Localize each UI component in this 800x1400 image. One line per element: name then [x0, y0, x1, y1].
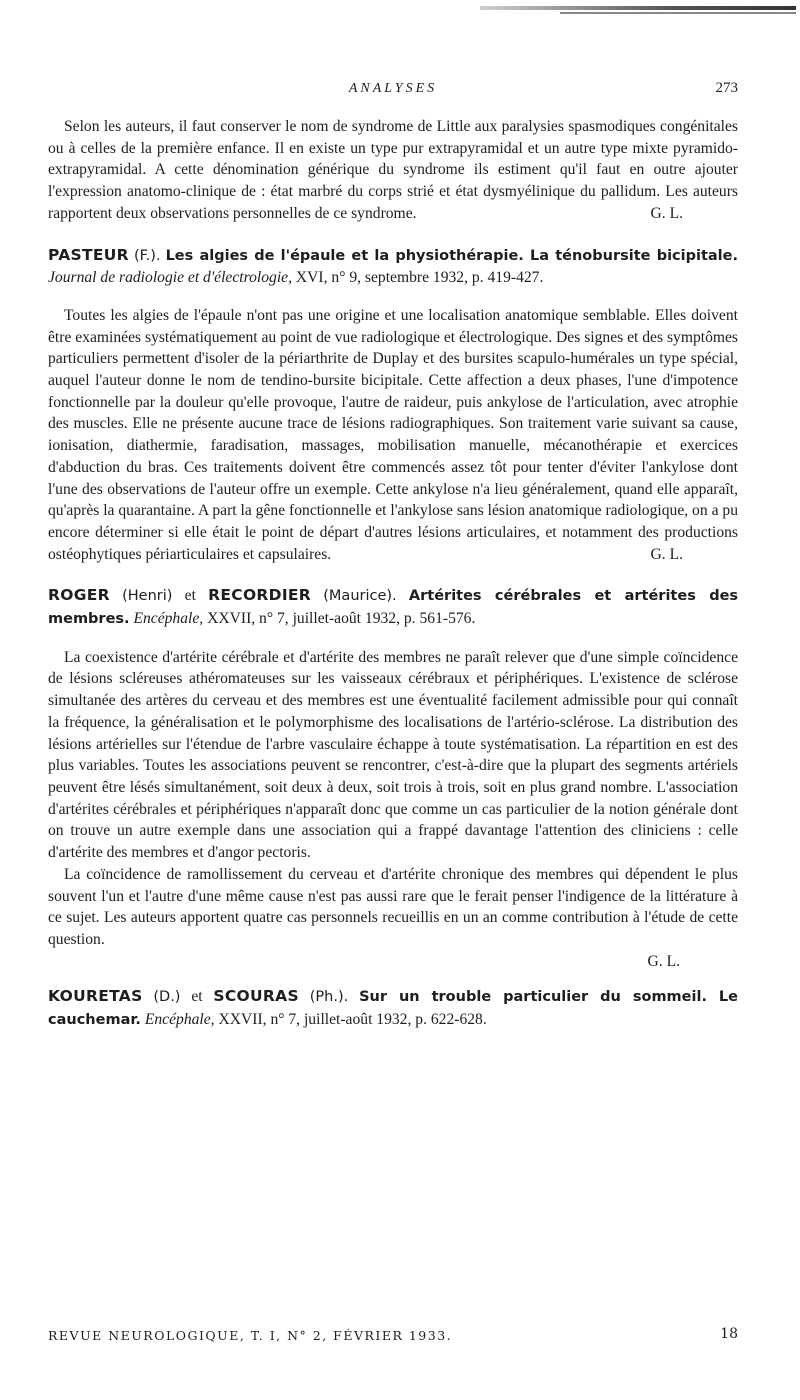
top-border-rule: [480, 6, 796, 10]
entry-author: PASTEUR: [48, 245, 129, 264]
entry-pasteur: [48, 245, 738, 289]
entry-author-given: (Henri): [122, 588, 173, 605]
paragraph-roger-1: La coexistence d'artérite cérébrale et d'artérite des membres ne paraît relever que d'une simple coïncidence de lésions scléreuses athéromateuses sur les vaisseaux cérébraux et périphériques. L'existence de sclérose simultanée des artères du cerveau et des membres est une éventualité facilement admissible pour qui connaît la fréquence, la généralisation et le polymorphisme des localisations de l'artério-sclérose. La distribution des lésions artérielles sur l'étendue de l'arbre vasculaire échappe à toute systématisation. La répartition en est des plus variables. Toutes les associations peuvent se rencontrer, c'est-à-dire que la plupart des segments artériels peuvent être lésés simultanément, soit deux à deux, soit trois à trois, soit en plus grand nombre. L'association d'artérites cérébrales et périphériques n'apparaît donc que comme un cas particulier de la notion générale dont on trouve un autre exemple dans une association qui a frappé davantage l'attention des cliniciens : celle d'artérite des membres et d'angor pectoris.: [48, 648, 738, 862]
entry-author-initials: (F.).: [133, 247, 161, 264]
running-head: [48, 78, 738, 102]
entry-title: Sur un trouble particulier du sommeil. Le cauchemar.: [48, 989, 739, 1029]
entry-author-given: (D.): [153, 989, 181, 1006]
paragraph-pasteur: [48, 305, 738, 565]
signature-mark: 18: [720, 1326, 738, 1342]
reviewer-signature: G. L.: [647, 952, 680, 970]
entry-journal: Encéphale,: [144, 1011, 215, 1029]
page-body: [48, 78, 738, 1048]
paragraph-little-syndrome: [48, 116, 738, 225]
journal-issue-line: REVUE NEUROLOGIQUE, T. I, N° 2, FÉVRIER 1933.: [48, 1328, 453, 1343]
page-footer: [48, 1328, 738, 1343]
entry-author: ROGER: [48, 586, 110, 605]
entry-conjunction: et: [191, 988, 203, 1006]
entry-roger-recordier: [48, 585, 738, 630]
running-title: ANALYSES: [348, 81, 438, 96]
top-border-rule-thin: [560, 12, 796, 14]
entry-title: Les algies de l'épaule et la physiothérapie. La ténobursite bicipitale.: [165, 247, 738, 264]
entry-author: RECORDIER: [208, 586, 312, 605]
entry-author-given: (Maurice).: [323, 588, 397, 605]
entry-author: SCOURAS: [213, 987, 299, 1006]
reviewer-signature: G. L.: [650, 204, 683, 222]
entry-conjunction: et: [184, 587, 196, 605]
paragraph-roger-2: La coïncidence de ramollissement du cerveau et d'artérite chronique des membres qui dépendent le plus souvent l'un et l'autre d'une même cause n'est pas aussi rare que le ferait penser l'indigence de la littérature à ce sujet. Les auteurs apportent quatre cas personnels recueillis en un an comme contribution à l'étude de cette question.: [48, 865, 738, 948]
paragraph-text: Toutes les algies de l'épaule n'ont pas une origine et une localisation anatomique semblable. Elles doivent être examinées systématiquement au point de vue radiologique et électrologique. Des signes et des symptômes particuliers permettent d'isoler de la périarthrite de Duplay et des bursites scapulo-humérales un type spécial, auquel l'auteur donne le nom de tendino-bursite bicipitale. Cette affection a deux phases, l'une d'impotence fonctionnelle par la douleur qu'elle provoque, l'autre de raideur, puis ankylose de l'articulation, avec atrophie des muscles. Elle ne présente aucune trace de lésions radiographiques. Son traitement varie suivant sa cause, ionisation, diathermie, faradisation, massages, mobilisation manuelle, mécanothérapie et exercices d'abduction du bras. Ces traitements doivent être commencés assez tôt pour tenter d'éviter l'ankylose dont l'une des observations de l'auteur offre un exemple. Cette ankylose n'a lieu généralement, quand elle apparaît, qu'après la quarantaine. A part la gêne fonctionnelle et l'ankylose sans lésion anatomique radiologique, on a pu encore déterminer si elle était le point de départ d'autres lésions articulaires, et notamment des productions ostéophytiques périarticulaires et capsulaires.: [48, 306, 738, 563]
paragraph-text: Selon les auteurs, il faut conserver le nom de syndrome de Little aux paralysies spasmodiques congénitales ou à celles de la première enfance. Il en existe un type pur extrapyramidal et un autre type mixte pyramido-extrapyramidal. A cette dénomination générique du syndrome ils estiment qu'il faut en outre ajouter l'expression anatomo-clinique de : état marbré du corps strié et état dysmyélinique du pallidum. Les auteurs rapportent deux observations personnelles de ce syndrome.: [48, 118, 738, 222]
entry-reference: XVI, n° 9, septembre 1932, p. 419-427.: [295, 269, 544, 287]
page-number: 273: [715, 80, 738, 96]
reviewer-signature: G. L.: [650, 545, 683, 563]
entry-title: Artérites cérébrales et artérites des membres.: [48, 588, 739, 628]
entry-author-given: (Ph.).: [309, 989, 349, 1006]
entry-journal: Encéphale,: [133, 610, 204, 628]
entry-journal: Journal de radiologie et d'électrologie,: [48, 269, 292, 287]
entry-reference: XXVII, n° 7, juillet-août 1932, p. 622-628.: [218, 1011, 487, 1029]
entry-kouretas-scouras: [48, 986, 738, 1031]
entry-author: KOURETAS: [48, 987, 143, 1006]
entry-reference: XXVII, n° 7, juillet-août 1932, p. 561-576.: [207, 610, 476, 628]
